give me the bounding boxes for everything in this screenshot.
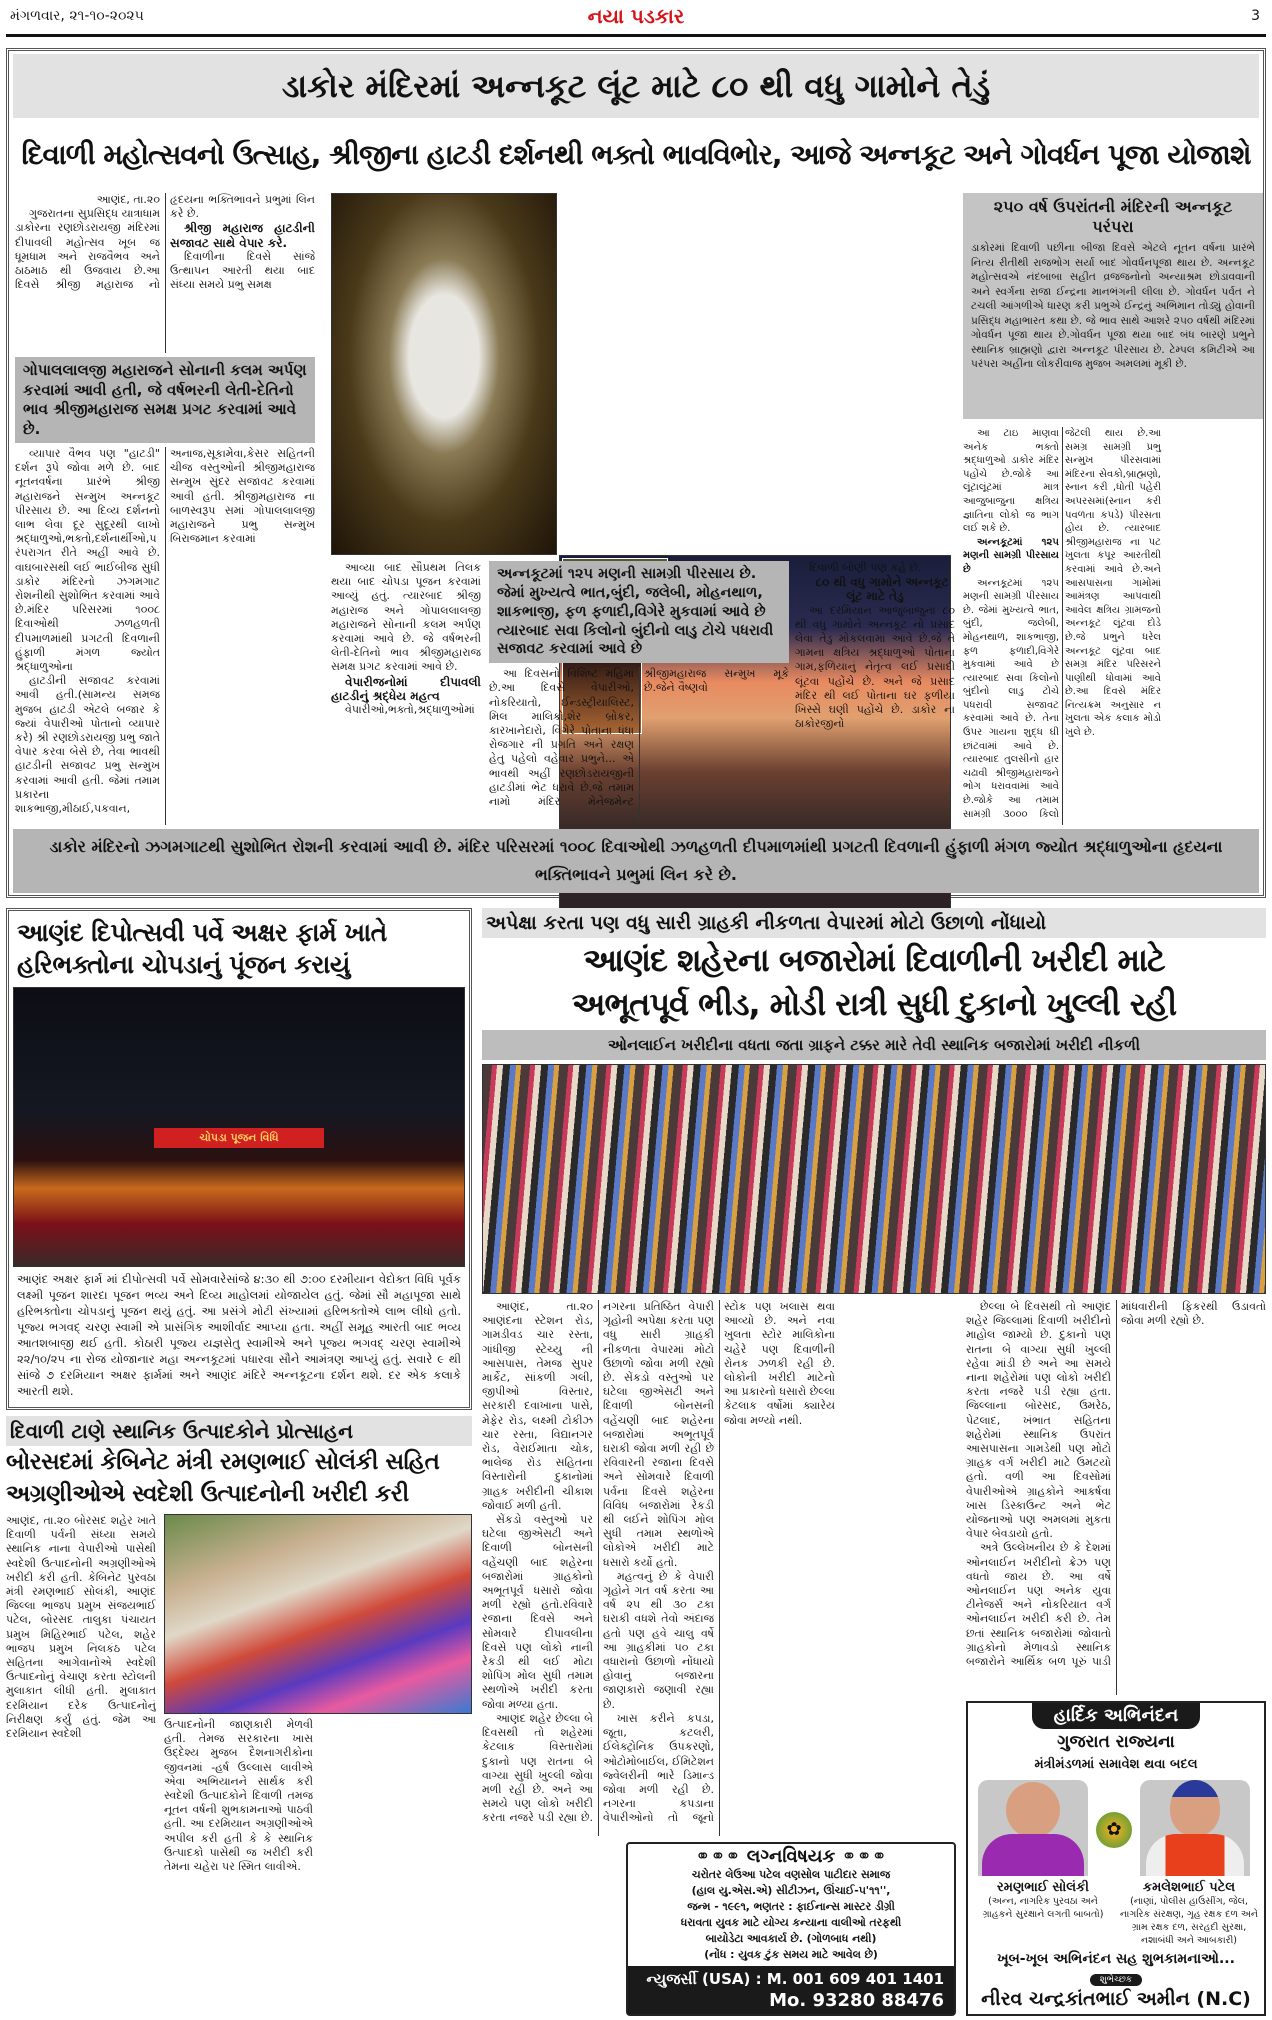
photo-deity-idol xyxy=(331,193,557,555)
market-body xyxy=(482,1300,1266,2016)
story-headline: બોરસદમાં કેબિનેટ મંત્રી રમણભાઈ સોલંકી સહિત અગ્રણીઓએ સ્વદેશી ઉત્પાદનોની ખરીદી કરી xyxy=(6,1449,440,1507)
drum-icon: ⚭⚭⚭ xyxy=(695,1846,747,1867)
article-text: ઉત્પાદનોની જાણકારી મેળવી હતી. તેમજ સરકારના ખાસ ઉદ્દેશ્ય મુજબ દૈશનાગરીકોના જીવનમાં -હર્ષ ઉલ્લાસ લાવીએ એવા અભિયાનને સાર્થક કરી સ્વદેશી ઉત્પાદકોને દિવાળી તમજ નૂતન વર્ષની શુભકામનાઓ પાઠવી હતી. આ દરમિયાન અગ્રણીઓએ અપીલ કરી હતી કે કે સ્થાનિક ઉત્પાદકો પાસેથી જ ખરીદી કરી તેમના ચહેરા પર સ્મિત લાવીએ. xyxy=(164,1718,313,1874)
photo-minister-shopping xyxy=(164,1514,472,1714)
pull-quote: અન્નકૂટમાં ૧૨૫ મણની સામગ્રી પીરસાય છે. જેમાં મુખ્યત્વે ભાત,બુંદી, જલેબી, મોહનથાળ, શાકભાજી, ફળ ફળાદી,વિગેરે મુકવામાં આવે છે ત્યારબાદ સવા કિલોનો બુંદીનો લાડુ ટોચે પધરાવી સજાવટ કરવામાં આવે છે xyxy=(489,561,789,663)
page-number: 3 xyxy=(1251,8,1260,24)
article-text: આણંદ, તા.૨૦ ગુજરાતના સુપ્રસિદ્ધ યાત્રાધામ ડાકોરના રણછોડરાયજી મંદિરમાં દીપાવલી મહોત્સવ ખૂબ જ ધૂમધામ અને રાજવૈભવ અને ઠાઠમાઠ થી ઉજવાય છે.આ દિવસે શ્રીજી મહારાજ નો હૃદયના ભક્તિભાવને પ્રભુમાં લિન કરે છે. શ્રીજી મહારાજ હાટડીની સજાવટ સાથે વેપાર કરે. દિવાળીના દિવસે સાંજે ઉત્થાપન આરતી થયા બાદ સંધ્યા સમયે પ્રભુ સમક્ષ xyxy=(15,193,315,292)
article-text: આ દિવસનો વિશિષ્ટ મહિમા છે.આ દિવસે વેપારીઓ, નોકરિયાતો, ઈન્ડસ્ટ્રીયાલિસ્ટ, મિલ માલિકો,શેર બ્રોકર, કારખાનેદારો, વિગેરે પોતાના ધંધા રોજગાર ની પ્રગતિ અને રક્ષણ હેતુ પહેલો વહેવાર પ્રભુને... એ ભાવથી અહીં રણછોડરાયજીની હાટડીમાં ભેટ ધરાવે છે.જે તમામ નામો મંદિર મેનેજમેન્ટ શ્રીજીમહારાજ સન્મુખ મૂકે છે.જેને વૈષ્ણવો xyxy=(489,667,789,809)
story-headline: આણંદ દિપોત્સવી પર્વે અક્ષર ફાર્મ ખાતે હરિભક્તોના ચોપડાનું પૂંજન કરાયું xyxy=(17,918,387,979)
article-text: આ ટાઇ માણવા અનેક ભક્તો શ્રદ્ધાળુઓ ડાકોર મંદિર પહોંચે છે.જોકે આ લૂંટાલૂંટમાં માત્ર આજુબાજુના ક્ષત્રિય જ્ઞાતિના લોકો જ ભાગ લઈ શકે છે. અન્નકૂટમાં ૧૨૫ મણની સામગ્રી પીરસાય છે અન્નકૂટમાં ૧૨૫ મણની સામગ્રી પીરસાય છે. જેમાં મુખ્યત્વે ભાત, બુંદી, જલેબી, મોહનથાળ, શાકભાજી, ફળ ફળાદી,વિગેરે મુકવામાં આવે છે ત્યારબાદ સવા કિલોનો બુંદીનો લાડુ ટોચે પધરાવી સજાવટ કરવામાં આવે છે. તેના ઉપર ગાયના શુદ્ધ ઘી છાંટવામાં આવે છે. ત્યારબાદ તુલસીનો હાર ચઢાવી શ્રીજીમહારાજને ભોગ ધરાવવામાં આવે છે.જોકે આ તમામ સામગ્રી ૩૦૦૦ કિલો જેટલી થાય છે.આ સમગ્ર સામગ્રી પ્રભુ સન્મુખ પીરસવામાં મંદિરના સેવકો,બ્રાહ્મણો, સ્નાન કરી ,ધોતી પહેરી અપરસમાં(સ્નાન કરી પવળતા કપડે) પીરસતા હોય છે. ત્યારબાદ શ્રીજીમહારાજ ના પટ ખુલતા કપૂર આરતીથી કરવામાં આવે છે.અને આસપાસના ગામોમાં આમંત્રણ આપવાથી આવેલ ક્ષત્રિય ગ્રામજનો અન્નકૂટ લૂંટવા દોડે છે.જે પ્રભુને ધરેલ અન્નકૂટ લૂંટવા બાદ સમગ્ર મંદિર પરિસરને પાણીથી ધોવામાં આવે છે.આ દિવસે મંદિર નિત્યક્રમ અનુસાર ન ખુલતા એક કલાક મોડો ખુલે છે. xyxy=(963,428,1161,820)
photo-market-crowd xyxy=(482,1064,1266,1294)
top-headline: દિવાળી મહોત્સવનો ઉત્સાહ, શ્રીજીના હાટડી દર્શનથી ભક્તો ભાવવિભોર, આજે અન્નકૂટ અને ગોવર્ધન પૂજા યોજાશે xyxy=(21,138,1251,171)
swadeshi-right xyxy=(164,1514,472,2016)
congratulations-ad xyxy=(966,1701,1266,2016)
market-right xyxy=(966,1300,1266,2016)
sidebar-text: ડાકોરમાં દિવાળી પછીના બીજા દિવસે એટલે નૂતન વર્ષના પ્રારંભે નિત્ય રીતીથી રાજભોગ સર્યા બાદ ગોવર્ધનપૂજા થાય છે. અન્નકૂટ મહોત્સવએ નંદબાબા સહીત વ્રજજનોનો અન્યાશ્રમ છોડાવવાની અને સ્વર્ગના રાજા ઈન્દ્રના માનભંગની લીલા છે. ગોવર્ધન પર્વત ને ટચલી આંગળીએ ધારણ કરી પ્રભુએ ઈન્દ્રનું અભિમાન તોડ્યું હોવાની પ્રસિદ્ધ મહાભારત કથા છે. જે ભાવ સાથે આશરે ૨૫૦ વર્ષથી મંદિરમાં ગોવર્ધન પૂજા થાય છે.ગોવર્ધન પૂજા થયા બાદ બંધ બારણે પ્રભુને સ્થાનિક બ્રાહ્મણો દ્વારા અન્નકૂટ પીરસાય છે. ટેમ્પલ કમિટીએ આ પરંપરા અહીંના લોકરીવાજ મુજબ અમલમાં મૂકી છે. xyxy=(971,242,1255,370)
market-story xyxy=(482,908,1266,2016)
phone-mobile: Mo. 93280 88476 xyxy=(769,1990,944,2011)
matrimonial-ad xyxy=(626,1842,956,2016)
mid-block xyxy=(489,561,789,825)
story-subhead: ઓનલાઈન ખરીદીના વધતા જતા ગ્રાફને ટક્કર મારે તેવી સ્થાનિક બજારોમાં ખરીદી નીકળી xyxy=(482,1030,1266,1060)
sidebar-box xyxy=(963,193,1263,419)
portrait-kamleshbhai xyxy=(1140,1780,1250,1876)
phone-usa: ન્યુજર્સી (USA) : M. 001 609 401 1401 xyxy=(646,1970,944,1988)
top-kicker-headline: ડાકોર મંદિરમાં અન્નકૂટ લૂંટ માટે ૮૦ થી વધુ ગામોને તેડું xyxy=(13,54,1259,118)
stage-banner: ચોપડા પૂજન વિધિ xyxy=(154,1128,324,1148)
story-kicker: અપેક્ષા કરતા પણ વધુ સારી ગ્રાહકી નીકળતા વેપારમાં મોટો ઉછાળો નોંધાયો xyxy=(482,908,1266,938)
left-columns xyxy=(15,193,315,825)
drum-icon: ⚭⚭⚭ xyxy=(835,1846,887,1867)
portrait-ramanbhai xyxy=(978,1780,1088,1876)
lotus-icon: ✿ xyxy=(1096,1812,1132,1848)
article-text: આણંદ, તા.૨૦ બોરસદ શહેર ખાતે દિવાળી પર્વની સંધ્યા સમયે સ્થાનિક નાના વેપારીઓ પાસેથી સ્વદેશી ઉત્પાદનોની અગ્રણીઓએ ખરીદી કરી હતી. કેબિનેટ પુરવઠા મંત્રી રમણભાઈ સોલંકી, આણંદ જિલ્લા ભાજપ પ્રમુખ સંજયભાઈ પટેલ, બોરસદ તાલુકા પંચાયત પ્રમુખ મિહિરભાઈ પટેલ, શહેર ભાજપ પ્રમુખ નિલકંઠ પટેલ સહિતના આગેવાનોએ સ્વદેશી ઉત્પાદનોનું વેચાણ કરતા સ્ટોલની મુલાકાત લીધી હતી. મુલાકાત દરમિયાન દરેક ઉત્પાદનોનું નિરીક્ષણ કર્યું હતું. જેમ આ દરમિયાન સ્વદેશી xyxy=(6,1514,156,1741)
article-text: આણંદ, તા.૨૦ આણંદના સ્ટેશન રોડ, ગામડીવડ ચાર રસ્તા, ગાંધીજી સ્ટેચ્યુ ની આસપાસ, તેમજ સુપર માર્કેટ, સાંકળી ગલી, જીપીઓ વિસ્તાર, સરકારી દવાખાના પાસે, મેફેર રોડ, લક્ષ્મી ટોકીઝ ચાર રસ્તા, વિદ્યાનગર રોડ, વેરાઈમાતા ચોક, ભાલેજ રોડ સહિતના વિસ્તારોની દુકાનોમાં ગ્રાહક ખરીદીની ચીકાશ જોવાઈ મળી હતી. સેંકડો વસ્તુઓ પર ઘટેલા જીએસટી અને દિવાળી બોનસની વહેંચણી બાદ શહેરના બજારોમાં ગ્રાહકોનો અભૂતપૂર્વ ધસારો જોવા મળી રહ્યો હતો.રવિવારે રજાના દિવસે અને સોમવારે દીપાવલીના દિવસે પણ લોકો નાની રેકડી થી લઈ મોટા શોપિંગ મોલ સુધી તમામ સ્થળોએ ખરીદી કરતા જોવા મળ્યા હતા. આણંદ શહેર છેલ્લા બે દિવસથી તો શહેરમાં કેટલાક વિસ્તારોમાં દુકાનો પણ રાતના બે વાગ્યા સુધી ખુલ્લી જોવા મળી રહી છે. અને આ સમયે પણ લોકો ખરીદી કરતા નજરે પડી રહ્યા છે. નગરના પ્રતિષ્ઠિત વેપારી ગૃહોની અપેક્ષા કરતા પણ વધુ સારી ગ્રાહકી નીકળતા વેપારમાં મોટો ઉછાળો જોવા મળી રહ્યો છે. સેંકડો વસ્તુઓ પર ઘટેલા જીએસટી અને દિવાળી બોનસની વહેંચણી બાદ શહેરના બજારોમાં અભૂતપૂર્વ ઘરાકી જોવા મળી રહી છે રવિવારની રજાના દિવસે અને સોમવારે દિવાળી પર્વના દિવસે શહેરના વિવિધ બજારોમાં રેકડી થી લઈને શોપિંગ મોલ સુધી તમામ સ્થળોએ લોકોએ ખરીદી માટે ધસારો કર્યો હતો. મહત્વનું છે કે વેપારી ગૃહોને ગત વર્ષ કરતા આ વર્ષ ૨૫ થી ૩૦ ટકા ઘરાકી વધશે તેવો અંદાજ હતો પણ હવે ચાલુ વર્ષે આ ગ્રાહકીમાં ૫૦ ટકા વધારાનો ઉછાળો નોંધાયો હોવાનું બજારના જાણકારો જણાવી રહ્યા છે. ખાસ કરીને કપડા, જૂતા, કટલરી, ઈલેક્ટ્રોનિક ઉપકરણો, ઓટોમોબાઈલ, ઈમિટેશન જ્વેલરીની ભારે ડિમાન્ડ જોવા મળી રહી છે. નગરના કપડાના વેપારીઓનો તો જૂનો સ્ટોક પણ ખલાસ થવા આવ્યો છે. અને નવા ખુલતા સ્ટોર માલિકોના ચહેરે પણ દિવાળીની રોનક ઝળકી રહી છે. લોકોની ખરીદી માટેનો આ પ્રકારનો ધસારો છેલ્લા કેટલાક વર્ષોમાં ક્યારેય જોવા મળ્યો નથી. xyxy=(482,1300,835,1825)
ad-title: ⚭⚭⚭ લગ્નવિષયક ⚭⚭⚭ xyxy=(695,1846,887,1867)
person-portfolio: (અન્ન, નાગરિક પુરવઠા અને ગ્રાહકને સુરક્ષાને લગતી બાબતો) xyxy=(982,1896,1104,1920)
issue-date: મંગળવાર, ૨૧-૧૦-૨૦૨૫ xyxy=(10,8,144,24)
sidebar-title: ૨૫૦ વર્ષ ઉપરાંતની મંદિરની અન્નકૂટ પરંપરા xyxy=(993,197,1233,236)
akshar-farm-story xyxy=(6,908,472,1410)
person-portfolio: (નાણાં, પોલીસ હાઉસીંગ, જેલ, નાગરિક સંરક્ષણ, ગૃહ રક્ષક દળ અને ગ્રામ રક્ષક દળ, સરહદી સુરક્ષા, નશાબંધી અને આબકારી) xyxy=(1119,1896,1259,1946)
sponsor-name: નીરવ ચન્દ્રકાંતભાઈ અમીન (N.C) xyxy=(981,1988,1251,2010)
ad-line: મંત્રીમંડળમાં સમાવેશ થવા બદલ xyxy=(1034,1757,1198,1772)
ad-contact xyxy=(628,1966,954,2014)
market-left xyxy=(482,1300,956,2016)
sponsor-label: શુભેચ્છક xyxy=(1090,1974,1142,1986)
swadeshi-body xyxy=(6,1514,472,2016)
photo-stage-puja xyxy=(13,987,465,1267)
person-ramanbhai xyxy=(972,1880,1114,1947)
ad-line: ગુજરાત રાજ્યના xyxy=(1057,1732,1175,1752)
greeting: ખૂબ-ખૂબ અભિનંદન સહ શુભકામનાઓ... xyxy=(997,1951,1235,1967)
top-story xyxy=(6,48,1266,898)
person-name: કમલેશભાઈ પટેલ xyxy=(1142,1880,1236,1895)
person-kamleshbhai xyxy=(1118,1880,1260,1947)
person-name: રમણભાઈ સોલંકી xyxy=(997,1880,1089,1895)
portraits xyxy=(968,1776,1264,1876)
masthead: નયા પડકાર xyxy=(587,4,685,28)
article-text: વ્યાપાર વૈભવ પણ "હાટડી" દર્શન રૂપે જોવા મળે છે. બાદ નૂતનવર્ષના પ્રારંભે શ્રીજી મહારાજને સન્મુખ અન્નકૂટ પીરસાય છે. આ દિવ્ય દર્શનનો લાભ લેવા દૂર સુદૂરથી લાખો શ્રદ્ધાળુઓ,ભક્તો,દર્શનાર્થીઓ,પરંપરાગત રીતે અહીં આવે છે. વાઘબારસથી લઈ ભાઈબીજ સુધી ડાકોર મંદિરનો ઝગમગાટ રોશનીથી સુશોભિત કરવામાં આવે છે.મંદિર પરિસરમાં ૧૦૦૮ દિવાઓથી ઝળહળતી દીપમાળમાંથી પ્રગટતી દિવળાની હુંફાળી મંગળ જ્યોત શ્રદ્ધાળુઓના હાટડીની સજાવટ કરવામાં આવી હતી.(સામન્ય સમજ મુજબ હાટડી એટલે બજાર કે જ્યાં વેપારીઓ પોતાનો વ્યાપાર કરે) શ્રી રણછોડરાયજી પ્રભુ જાતે વેપાર કરવા બેસે છે, તેવા ભાવથી હાટડીની સજાવટ પ્રભુ સન્મુખ કરવામાં આવી હતી. જેમાં તમામ પ્રકારના શાકભાજી,મીઠાઈ,પકવાન, અનાજ,સૂકામેવા,કેસર સહિતની ચીજ વસ્તુઓની શ્રીજીમહારાજ સન્મુખ સુંદર સજાવટ કરવામાં આવી હતી. શ્રીજીમહારાજ ના બાળસ્વરૂપ સમાં ગોપાલલાલજી મહારાજને પ્રભુ સન્મુખ બિરાજમાન કરવામાં xyxy=(15,447,315,816)
article-text: દિવાળી બોણી પણ કહે છે. ૮૦ થી વધુ ગામોને અન્નકૂટ લૂંટ માટે તેડુ આ દરમિયાન આજુબાજુના ૮૦ થી વધુ ગામોને અન્નકૂટ નો પ્રસાદ લેવા તેડુ મોકલવામાં આવે છે.જે તે ગામના ક્ષત્રિય શ્રદ્ધાળુઓ પોતાના ગામ,ફળિયાનું નેતૃત્વ લઈ પ્રસાદી લૂંટવા પહોંચે છે. અને જે પ્રસાદ મંદિર થી લઈ પોતાના ઘર ફળીયા ખિસ્સે ઘણી પહોંચે છે. ડાકોર ના ઠાકોરજીનો xyxy=(795,561,955,731)
left-lower-column xyxy=(6,908,472,2016)
ad-title: હાર્દિક અભિનંદન xyxy=(1032,1703,1201,1729)
ad-body: ચરોતર લેઉઆ પટેલ વણસોલ પાટીદાર સમાજ (હાલ યુ.એસ.એ) સીટીઝન, ઊંચાઈ-૫'૧૧'', જન્મ - ૧૯૯૧, ભણતર : ફાઈનાન્સ માસ્ટર ડીગ્રી ધરાવતા યુવક માટે યોગ્ય કન્યાના વાલીઓ તરફથી બાયોડેટા આવકાર્ય છે. (ગોળબાધ નથી) (નોંધ : યુવક ટુંક સમય માટે આવેલ છે) xyxy=(680,1868,902,1961)
story-kicker: દિવાળી ટાણે સ્થાનિક ઉત્પાદકોને પ્રોત્સાહન xyxy=(6,1416,472,1446)
swadeshi-story xyxy=(6,1416,472,2016)
article-text: છેલ્લા બે દિવસથી તો આણંદ શહેર જિલ્લામાં દિવાળી ખરીદીનો માહોલ જામ્યો છે. દુકાનો પણ રાતના બે વાગ્યા સુધી ખુલ્લી રહેવા માંડી છે અને આ સમયે નાના શહેરોમાં પણ લોકો ખરીદી કરતા નજરે પડી રહ્યા હતા. જિલ્લાના બોરસદ, ઉમરેઠ, પેટલાદ, ખંભાત સહિતના શહેરોમાં સ્થાનિક ઉપરાંત આસપાસના ગામડેથી પણ મોટો ગ્રાહક વર્ગ ખરીદી માટે ઉમટયો હતો. વળી આ દિવસોમાં વેપારીઓએ ગ્રાહકોને આકર્ષવા ખાસ ડિસ્કાઉન્ટ અને ભેટ યોજનાઓ પણ અમલમાં મુકતા વેપાર બેવડાયો હતો. અત્રે ઉલ્લેખનીય છે કે દેશમાં ઓનલાઈન ખરીદીનો ક્રેઝ પણ વધતો જાય છે. આ વર્ષે ઓનલાઈન પણ અનેક યુવા ટીનેજર્સ અને નોકરિયાત વર્ગ ઓનલાઈન ખરીદી કરી છે. તેમ છતાં સ્થાનિક બજારોમાં જોવાતો ગ્રાહકોનો મેળાવડો સ્થાનિક બજારોને આર્થિક બળ પૂરું પાડી માંધવારીની ફિકરથી ઉડાવતો જોવા મળી રહ્યો છે. xyxy=(966,1300,1266,1669)
story-headline: આણંદ શહેરના બજારોમાં દિવાળીની ખરીદી માટે અભૂતપૂર્વ ભીડ, મોડી રાત્રી સુધી દુકાનો ખુલ્લી રહી xyxy=(571,941,1177,1023)
pull-quote: ગોપાલલાલજી મહારાજને સોનાની કલમ અર્પણ કરવામાં આવી હતી, જે વર્ષભરની લેતી-દેતિનો ભાવ શ્રીજીમહારાજ સમક્ષ પ્રગટ કરવામાં આવે છે. xyxy=(15,357,315,443)
photo-caption: આણંદ અક્ષર ફાર્મ માં દીપોત્સવી પર્વે સોમવારેસાંજે ૪:૩૦ થી ૭:૦૦ દરમીયાન વેદોક્ત વિધિ પૂર્વક લક્ષ્મી પૂજન શારદા પૂજન ભવ્ય અને દિવ્ય માહોલમાં યોજાયેલ હતું. જેમાં સૌ મહાપૂજા સાથે હરિભક્તોના ચોપડાનું પૂજન થયું હતું. આ પ્રસંગે મોટી સંખ્યામાં હરિભક્તોએ લાભ લીધો હતો. પૂજ્ય ભગવદ્ ચરણ સ્વામી એ પ્રાસંગિક આશીર્વાદ આપ્યા હતા. અહીં સમૂહ આરતી બાદ ભવ્ય આતશબાજી થઈ હતી. કોઠારી પૂજ્ય યજ્ઞસેતુ સ્વામીએ અને પૂજ્ય ભગવદ્ ચરણ સ્વામીએ ૨૨/૧૦/૨૫ ના રોજ યોજાનાર મહા અન્નકૂટમાં પધારવા સૌને આમંત્રણ આપ્યું હતું. સવારે ૯ થી સાંજે ૭ દરમિયાન અક્ષર ફાર્મમાં અને આણંદ મંદિરે અન્નકૂટના દર્શન થશે. દર એક કલાકે આરતી થશે. xyxy=(17,1272,461,1398)
bottom-caption: ડાકોર મંદિરનો ઝગમગાટથી સુશોભિત રોશની કરવામાં આવી છે. મંદિર પરિસરમાં ૧૦૦૮ દિવાઓથી ઝળહળતી દીપમાળમાંથી પ્રગટતી દિવળાની હુંફાળી મંગળ જ્યોત શ્રદ્ધાળુઓના હૃદયના ભક્તિભાવને પ્રભુમાં લિન કરે છે. xyxy=(13,829,1259,893)
article-text: આવ્યા બાદ સૌપ્રથમ તિલક થયા બાદ ચોપડા પૂજન કરવામાં આવ્યું હતું. ત્યારબાદ શ્રીજી મહારાજ અને ગોપાલલાલજી મહારાજને સોનાની કલમ અર્પણ કરવામાં આવે છે. જે વર્ષભરની લેતી-દેતિનો ભાવ શ્રીજીમહારાજ સમક્ષ પ્રગટ કરવામાં આવે છે. વેપારીજનોમાં દીપાવલી હાટડીનું શ્રદ્ધેય મહત્વ વેપારીઓ,ભક્તો,શ્રદ્ધાળુઓમાં xyxy=(331,561,481,717)
header-rule xyxy=(6,34,1266,37)
